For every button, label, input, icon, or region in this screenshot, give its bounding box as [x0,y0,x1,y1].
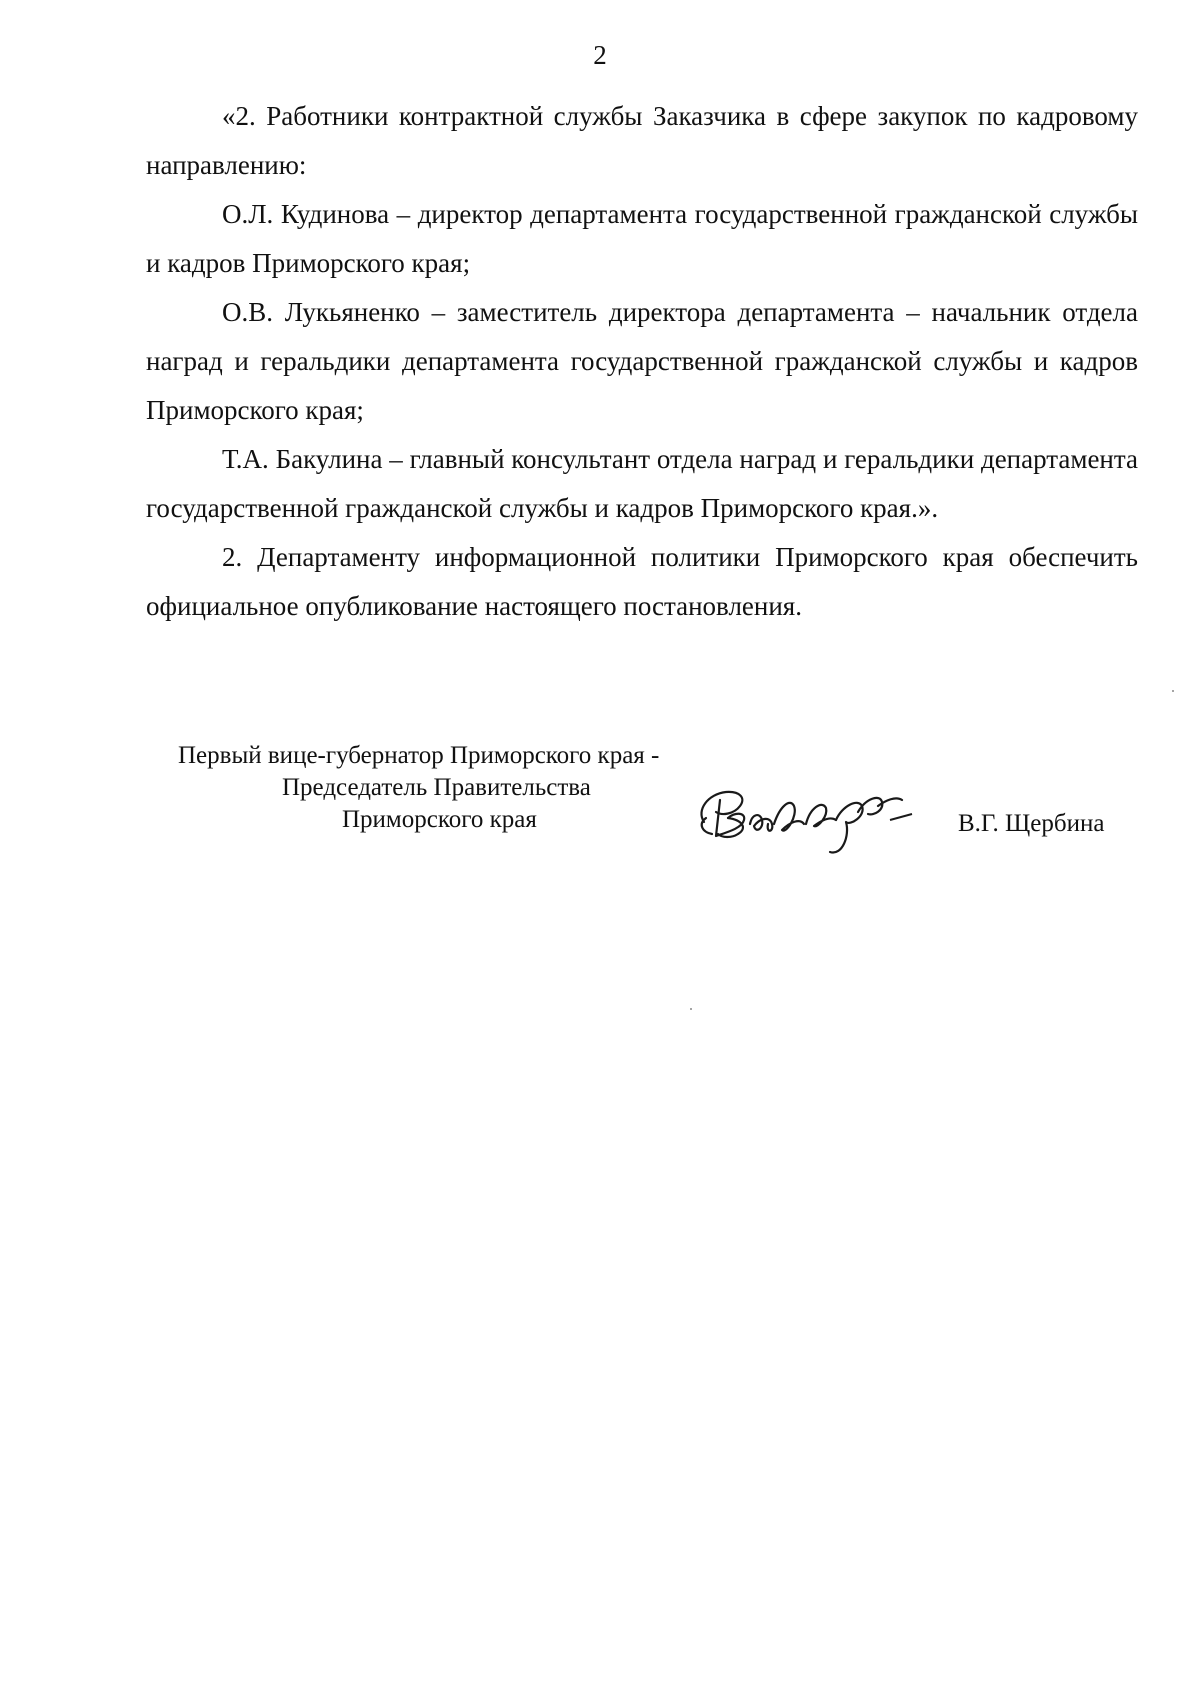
paragraph-lukyanenko: О.В. Лукьяненко – заместитель директора департамента – начальник отдела наград и геральдики департамента государственной гражданской службы и кадров Приморского края; [146,297,1138,425]
signatory-position-line: Приморского края [342,806,537,833]
scan-speck [1172,690,1174,692]
signatory-position-line: Первый вице-губернатор Приморского края - [178,742,660,769]
signature-block [0,740,1200,860]
paragraph-publication: 2. Департаменту информационной политики Приморского края обеспечить официальное опубликование настоящего постановления. [146,542,1138,621]
paragraph-bakulina: Т.А. Бакулина – главный консультант отдела наград и геральдики департамента государственной гражданской службы и кадров Приморского края.». [146,444,1138,523]
signatory-position [178,740,778,836]
handwritten-signature [690,776,940,868]
page-number: 2 [593,40,607,70]
paragraph-contract-service: «2. Работники контрактной службы Заказчика в сфере закупок по кадровому направлению: [146,101,1138,180]
scan-speck [690,1008,692,1010]
signatory-name: В.Г. Щербина [958,810,1105,837]
document-body [146,92,1138,631]
signatory-position-line: Председатель Правительства [282,774,591,801]
paragraph-kudinova: О.Л. Кудинова – директор департамента государственной гражданской службы и кадров Приморского края; [146,199,1138,278]
